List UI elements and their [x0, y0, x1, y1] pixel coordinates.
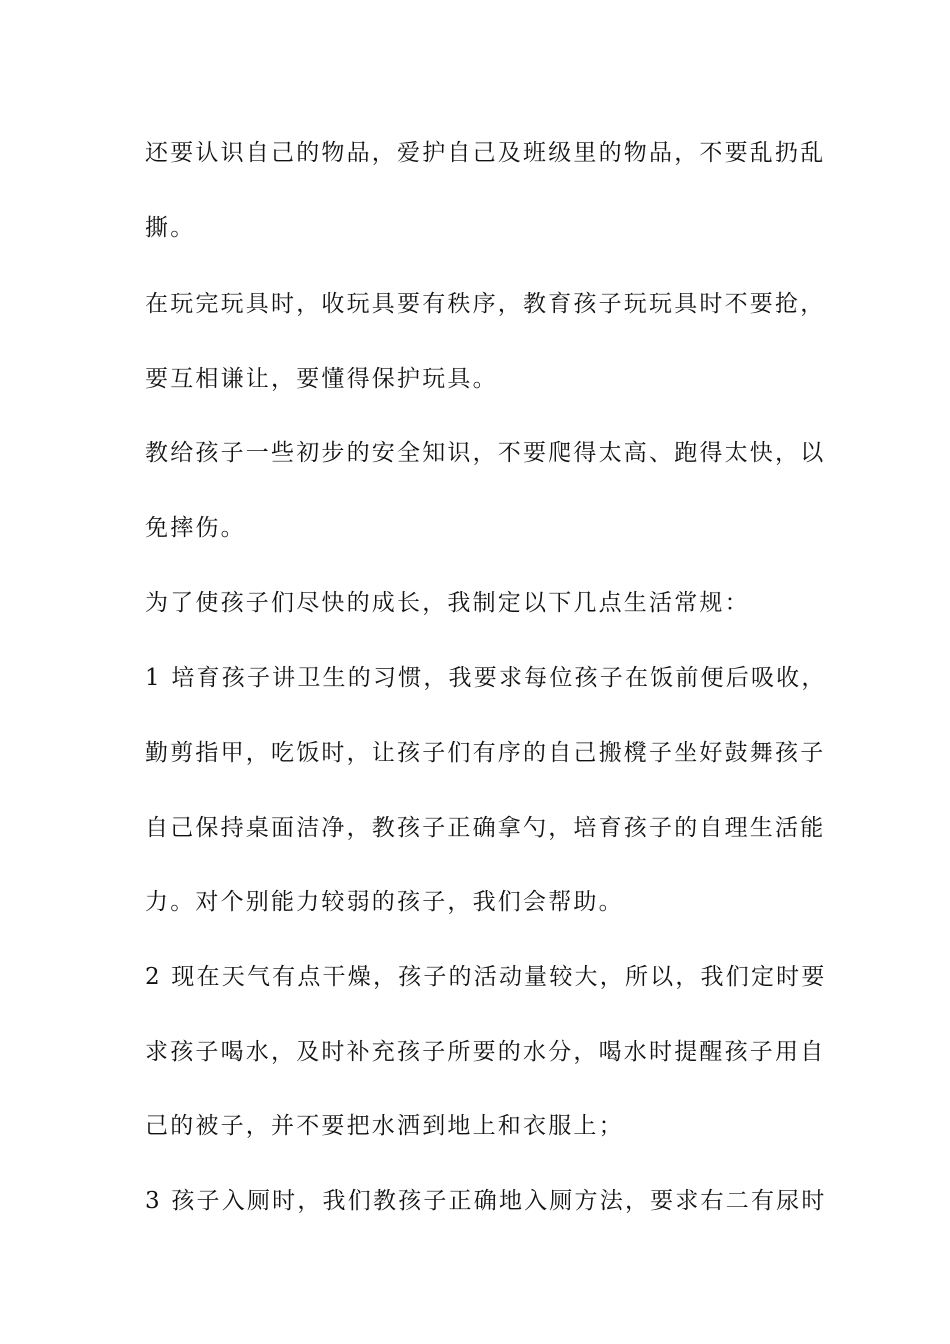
text-line: 勤剪指甲，吃饭时，让孩子们有序的自己搬櫈子坐好鼓舞孩子	[145, 740, 826, 766]
text-line: 2 现在天气有点干燥，孩子的活动量较大，所以，我们定时要	[145, 964, 827, 990]
text-line: 在玩完玩具时，收玩具要有秩序，教育孩子玩玩具时不要抢，	[145, 291, 826, 317]
text-line: 教给孩子一些初步的安全知识，不要爬得太高、跑得太快，以	[145, 440, 826, 466]
text-line: 力。对个别能力较弱的孩子，我们会帮助。	[145, 889, 624, 915]
text-line: 自己保持桌面洁净，教孩子正确拿勺，培育孩子的自理生活能	[145, 815, 826, 841]
text-line: 3 孩子入厕时，我们教孩子正确地入厕方法，要求右二有尿时	[145, 1188, 827, 1214]
text-line: 为了使孩子们尽快的成长，我制定以下几点生活常规：	[145, 590, 750, 616]
text-line: 免摔伤。	[145, 515, 246, 541]
text-line: 撕。	[145, 215, 196, 241]
text-line: 求孩子喝水，及时补充孩子所要的水分，喝水时提醒孩子用自	[145, 1039, 826, 1065]
text-line: 要互相谦让，要懂得保护玩具。	[145, 366, 498, 392]
text-line: 1 培育孩子讲卫生的习惯，我要求每位孩子在饭前便后吸收，	[145, 665, 827, 691]
text-line: 己的被子，并不要把水洒到地上和衣服上；	[145, 1113, 624, 1139]
text-line: 还要认识自己的物品，爱护自己及班级里的物品，不要乱扔乱	[145, 140, 826, 166]
